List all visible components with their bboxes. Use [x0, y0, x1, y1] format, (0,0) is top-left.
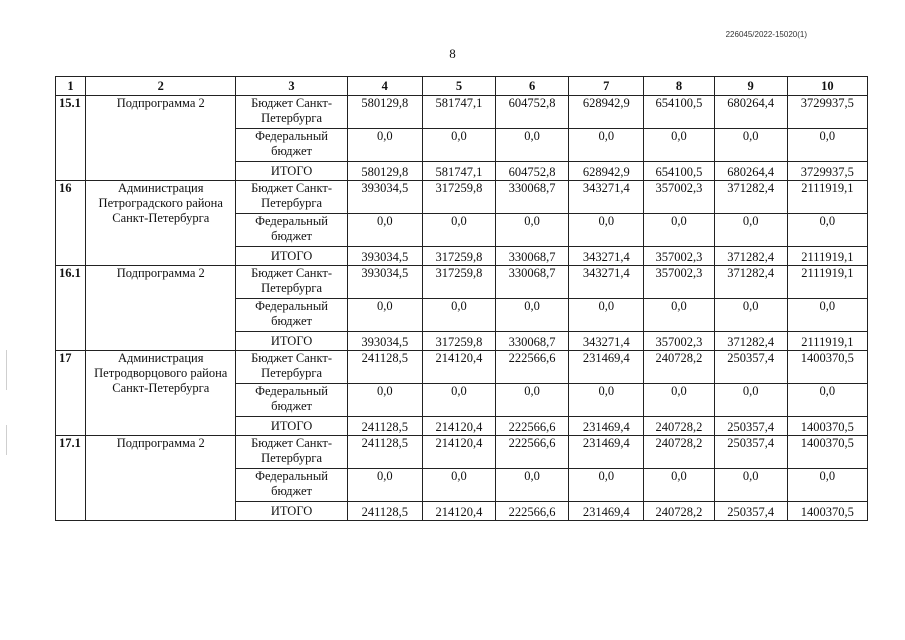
funding-source: Бюджет Санкт-Петербурга	[236, 96, 347, 129]
amount-cell: 317259,8	[422, 181, 495, 214]
column-header: 7	[569, 77, 644, 96]
program-name: Администрация Петроградского района Санкт-Петербурга	[86, 181, 236, 266]
table-row	[56, 266, 868, 299]
amount-cell: 1400370,5	[787, 417, 867, 436]
amount-cell: 357002,3	[644, 266, 714, 299]
amount-cell: 317259,8	[422, 266, 495, 299]
table-row	[56, 436, 868, 469]
amount-cell: 2111919,1	[787, 181, 867, 214]
row-number: 15.1	[56, 96, 86, 181]
funding-source: ИТОГО	[236, 247, 347, 266]
amount-cell: 0,0	[422, 214, 495, 247]
amount-cell: 604752,8	[496, 162, 569, 181]
column-header: 1	[56, 77, 86, 96]
amount-cell: 0,0	[787, 469, 867, 502]
amount-cell: 654100,5	[644, 162, 714, 181]
amount-cell: 0,0	[714, 469, 787, 502]
amount-cell: 0,0	[422, 129, 495, 162]
amount-cell: 0,0	[569, 214, 644, 247]
amount-cell: 0,0	[714, 214, 787, 247]
amount-cell: 241128,5	[347, 436, 422, 469]
amount-cell: 330068,7	[496, 266, 569, 299]
amount-cell: 654100,5	[644, 96, 714, 129]
funding-source: Бюджет Санкт-Петербурга	[236, 351, 347, 384]
amount-cell: 628942,9	[569, 162, 644, 181]
amount-cell: 371282,4	[714, 247, 787, 266]
amount-cell: 240728,2	[644, 436, 714, 469]
amount-cell: 0,0	[644, 214, 714, 247]
amount-cell: 343271,4	[569, 266, 644, 299]
amount-cell: 0,0	[569, 129, 644, 162]
amount-cell: 214120,4	[422, 351, 495, 384]
amount-cell: 0,0	[347, 469, 422, 502]
amount-cell: 0,0	[569, 469, 644, 502]
table-row	[56, 351, 868, 384]
amount-cell: 0,0	[569, 384, 644, 417]
amount-cell: 250357,4	[714, 351, 787, 384]
amount-cell: 357002,3	[644, 247, 714, 266]
amount-cell: 0,0	[422, 384, 495, 417]
amount-cell: 0,0	[714, 129, 787, 162]
amount-cell: 240728,2	[644, 502, 714, 521]
row-number: 17.1	[56, 436, 86, 521]
amount-cell: 1400370,5	[787, 436, 867, 469]
amount-cell: 0,0	[347, 129, 422, 162]
amount-cell: 2111919,1	[787, 332, 867, 351]
amount-cell: 0,0	[644, 129, 714, 162]
program-name: Подпрограмма 2	[86, 96, 236, 181]
amount-cell: 250357,4	[714, 417, 787, 436]
amount-cell: 241128,5	[347, 502, 422, 521]
amount-cell: 317259,8	[422, 332, 495, 351]
amount-cell: 0,0	[496, 214, 569, 247]
amount-cell: 0,0	[787, 214, 867, 247]
row-number: 17	[56, 351, 86, 436]
amount-cell: 0,0	[496, 384, 569, 417]
amount-cell: 0,0	[714, 299, 787, 332]
amount-cell: 222566,6	[496, 417, 569, 436]
scan-artifact	[6, 350, 7, 390]
column-header: 10	[787, 77, 867, 96]
amount-cell: 393034,5	[347, 181, 422, 214]
amount-cell: 628942,9	[569, 96, 644, 129]
amount-cell: 604752,8	[496, 96, 569, 129]
amount-cell: 393034,5	[347, 247, 422, 266]
amount-cell: 222566,6	[496, 436, 569, 469]
amount-cell: 214120,4	[422, 502, 495, 521]
column-header: 6	[496, 77, 569, 96]
column-header: 4	[347, 77, 422, 96]
amount-cell: 214120,4	[422, 436, 495, 469]
amount-cell: 250357,4	[714, 502, 787, 521]
funding-source: Федеральный бюджет	[236, 469, 347, 502]
amount-cell: 0,0	[347, 214, 422, 247]
funding-source: ИТОГО	[236, 332, 347, 351]
amount-cell: 330068,7	[496, 247, 569, 266]
header-row	[56, 77, 868, 96]
funding-source: ИТОГО	[236, 502, 347, 521]
amount-cell: 0,0	[347, 299, 422, 332]
amount-cell: 231469,4	[569, 436, 644, 469]
amount-cell: 343271,4	[569, 332, 644, 351]
amount-cell: 0,0	[644, 384, 714, 417]
amount-cell: 580129,8	[347, 162, 422, 181]
funding-source: Федеральный бюджет	[236, 384, 347, 417]
funding-source: Бюджет Санкт-Петербурга	[236, 266, 347, 299]
amount-cell: 1400370,5	[787, 502, 867, 521]
funding-source: Бюджет Санкт-Петербурга	[236, 436, 347, 469]
amount-cell: 222566,6	[496, 351, 569, 384]
column-header: 9	[714, 77, 787, 96]
funding-source: Федеральный бюджет	[236, 129, 347, 162]
amount-cell: 0,0	[422, 299, 495, 332]
amount-cell: 0,0	[569, 299, 644, 332]
budget-table	[55, 76, 868, 521]
amount-cell: 357002,3	[644, 332, 714, 351]
amount-cell: 241128,5	[347, 417, 422, 436]
amount-cell: 393034,5	[347, 332, 422, 351]
amount-cell: 330068,7	[496, 181, 569, 214]
amount-cell: 2111919,1	[787, 266, 867, 299]
amount-cell: 231469,4	[569, 502, 644, 521]
amount-cell: 0,0	[787, 299, 867, 332]
amount-cell: 222566,6	[496, 502, 569, 521]
amount-cell: 0,0	[347, 384, 422, 417]
amount-cell: 231469,4	[569, 351, 644, 384]
column-header: 3	[236, 77, 347, 96]
amount-cell: 0,0	[496, 129, 569, 162]
funding-source: Федеральный бюджет	[236, 214, 347, 247]
column-header: 2	[86, 77, 236, 96]
column-header: 8	[644, 77, 714, 96]
table-body	[56, 96, 868, 521]
funding-source: ИТОГО	[236, 162, 347, 181]
funding-source: Федеральный бюджет	[236, 299, 347, 332]
program-name: Подпрограмма 2	[86, 436, 236, 521]
funding-source: ИТОГО	[236, 417, 347, 436]
amount-cell: 0,0	[496, 299, 569, 332]
amount-cell: 0,0	[644, 299, 714, 332]
amount-cell: 0,0	[422, 469, 495, 502]
funding-source: Бюджет Санкт-Петербурга	[236, 181, 347, 214]
table-row	[56, 181, 868, 214]
amount-cell: 0,0	[496, 469, 569, 502]
amount-cell: 580129,8	[347, 96, 422, 129]
amount-cell: 371282,4	[714, 332, 787, 351]
amount-cell: 1400370,5	[787, 351, 867, 384]
amount-cell: 240728,2	[644, 351, 714, 384]
amount-cell: 0,0	[787, 129, 867, 162]
amount-cell: 581747,1	[422, 96, 495, 129]
amount-cell: 0,0	[714, 384, 787, 417]
amount-cell: 2111919,1	[787, 247, 867, 266]
amount-cell: 3729937,5	[787, 162, 867, 181]
amount-cell: 330068,7	[496, 332, 569, 351]
row-number: 16	[56, 181, 86, 266]
amount-cell: 371282,4	[714, 181, 787, 214]
amount-cell: 393034,5	[347, 266, 422, 299]
amount-cell: 581747,1	[422, 162, 495, 181]
row-number: 16.1	[56, 266, 86, 351]
amount-cell: 343271,4	[569, 247, 644, 266]
amount-cell: 250357,4	[714, 436, 787, 469]
amount-cell: 371282,4	[714, 266, 787, 299]
amount-cell: 3729937,5	[787, 96, 867, 129]
amount-cell: 317259,8	[422, 247, 495, 266]
program-name: Подпрограмма 2	[86, 266, 236, 351]
amount-cell: 0,0	[644, 469, 714, 502]
program-name: Администрация Петродворцового района Санкт-Петербурга	[86, 351, 236, 436]
amount-cell: 0,0	[787, 384, 867, 417]
scan-artifact	[6, 425, 7, 455]
amount-cell: 357002,3	[644, 181, 714, 214]
document-reference: 226045/2022-15020(1)	[725, 30, 807, 39]
amount-cell: 680264,4	[714, 162, 787, 181]
page-number: 8	[449, 46, 456, 61]
amount-cell: 231469,4	[569, 417, 644, 436]
amount-cell: 214120,4	[422, 417, 495, 436]
table-row	[56, 96, 868, 129]
amount-cell: 680264,4	[714, 96, 787, 129]
column-header: 5	[422, 77, 495, 96]
amount-cell: 343271,4	[569, 181, 644, 214]
amount-cell: 241128,5	[347, 351, 422, 384]
amount-cell: 240728,2	[644, 417, 714, 436]
